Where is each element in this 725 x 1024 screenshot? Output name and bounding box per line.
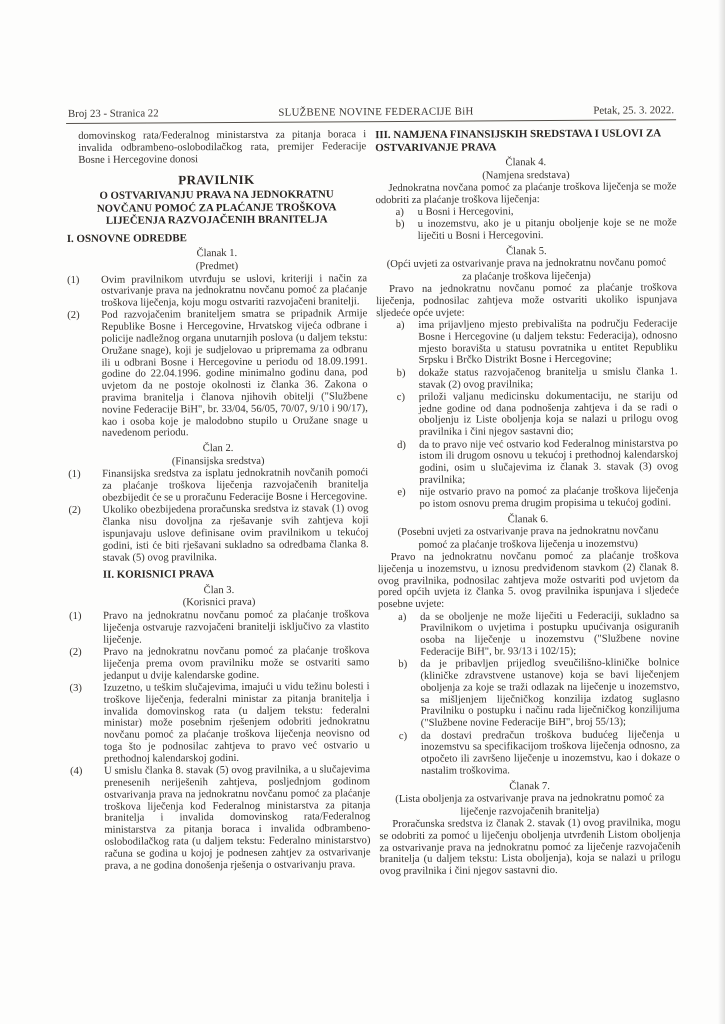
item-text: Pod razvojačenim braniteljem smatra se pripadnik Armije Republike Bosne i Hercegovine, Hrvatskog vijeća odbrane i policije nadležnog organa unutarnjih poslova (u daljem tekstu: Oružane snage), koji je sudjelovao u pripremama za odbranu ili u odbrani Bosne i Hercegovine u periodu od 18.09.1991. godine do 22.04.1996. godine minimalno godinu dana, pod uvjetom da ne postoje okolnosti iz članka 36. Zakona o pravima branitelja i članova njihovih obitelji ("Službene novine Federacije BiH", br. 33/04, 56/05, 70/07, 9/10 i 90/17), kao i osoba koje je malodobno stupilo u Oružane snage u navedenom periodu.	[101, 308, 368, 440]
item-text: da to pravo nije već ostvario kod Federalnog ministarstva po istom ili drugom osnovu u tekućoj i prethodnoj kalendarskoj godini, osim u slučajevima iz članak 3. stavak (3) ovog pravilnika;	[419, 437, 679, 486]
article3-caption: (Korisnici prava)	[182, 597, 256, 609]
item-text: dokaže status razvojačenog branitelja u smislu članka 1. stavak (2) ovog pravilnika;	[418, 366, 678, 391]
item-text: da se oboljenje ne može liječiti u Federaciji, sukladno sa Pravilnikom o uvjetima i postupku upućivanja osiguranih osoba na liječenje u inozemstvu ("Službene novine Federacije BiH", br. 93/13 i 102/15);	[420, 609, 680, 658]
numbered-item	[67, 309, 368, 441]
item-text: Ukoliko obezbijedena proračunska sredstva iz stavak (1) ovog članka nisu dovoljna za rješavanje svih zahtjeva koji ispunjavaju uslove definisane ovim pravilnikom u tekućoj godini, isti će biti rješavani sukladno sa odredbama članka 8. stavak (5) ovog pravilnika.	[102, 503, 369, 564]
numbered-item	[68, 468, 368, 505]
article7-body: Proračunska sredstva iz članak 2. stavak (1) ovog pravilnika, mogu se odobriti za pomoć u liječenju oboljenja utvrđenih Listom oboljenja za ostvarivanje prava na jednokratnu pomoć za liječenje razvojačenih branitelja (u daljem tekstu: Lista oboljenja), koja se nalazi u prilogu ovog pravilnika i čini njegov sastavni dio.	[379, 817, 681, 878]
article6-intro: Pravo na jednokratnu novčanu pomoć za plaćanje troškova liječenja u inozemstvu, u iznosu predviđenom stavkom (2) članak 8. ovog pravilnika, podnosilac zahtjeva može ostvariti pod uvjetom da pored općih uvjeta iz članka 5. ovog pravilnika ispunjava i sljedeće posebne uvjete:	[377, 550, 679, 611]
item-marker: c)	[396, 391, 406, 403]
item-text: Izuzetno, u teškim slučajevima, imajući u vidu težinu bolesti i troškove liječenja, federalni ministar za pitanja branitelja i invalida domovinskog rata (u daljem tekstu: federalni ministar) može posebnim rješenjem odobriti jednokratnu novčanu pomoć za plaćanje troškova liječenja neovisno od toga što je podnosilac zahtjeva to pravo već ostvario u prethodnoj kalendarskoj godini.	[103, 681, 370, 765]
item-marker: (1)	[69, 611, 82, 623]
lettered-item	[377, 390, 678, 439]
item-marker: d)	[397, 439, 406, 451]
item-text: Pravo na jednokratnu novčanu pomoć za plaćanje troškova liječenja prema ovom pravilniku može se ostvariti samo jedanput u dvije kalendarske godine.	[103, 645, 370, 682]
right-column	[375, 127, 681, 878]
article4-intro: Jednokratna novčana pomoć za plaćanje troškova liječenja se može odobriti za plaćanje troškova liječenja:	[375, 181, 677, 206]
lettered-item	[378, 610, 679, 659]
item-marker: (2)	[69, 647, 82, 659]
left-column	[66, 129, 371, 880]
item-marker: c)	[398, 730, 408, 742]
section-heading-1: I. OSNOVNE ODREDBE	[66, 231, 187, 245]
item-marker: a)	[398, 611, 407, 623]
article6-caption: (Posebni uvjeti za ostvarivanje prava na jednokratnu novčanu pomoć za plaćanje troškova liječenja u inozemstvu)	[397, 525, 659, 551]
continuation-paragraph: domovinskog rata/Federalnog ministarstva za pitanja boraca i invalida odbrambeno-oslobodilačkog rata, premijer Federacije Bosne i Hercegovine donosi	[78, 129, 367, 166]
section-heading-2: II. KORISNICI PRAVA	[102, 568, 215, 582]
item-marker: a)	[396, 320, 405, 332]
numbered-item	[68, 504, 368, 565]
regulation-subtitle: O OSTVARIVANJU PRAVA NA JEDNOKRATNU NOVČANU POMOĆ ZA PLAĆANJE TROŠKOVA LIJEČENJA RAZVOJAČENIH BRANITELJA	[96, 188, 337, 227]
article7-label: Članak 7.	[509, 780, 550, 793]
item-text: u inozemstvu, ako je u pitanju oboljenje koje se ne može liječiti u Bosni i Hercegovini.	[417, 217, 677, 243]
article1-caption: (Predmet)	[195, 260, 239, 272]
item-marker: (2)	[68, 505, 81, 517]
lettered-item	[377, 438, 678, 487]
lettered-item	[378, 657, 679, 730]
item-text: Finansijska sredstva za isplatu jednokratnih novčanih pomoći za plaćanje troškova liječenja razvojačenih branitelja obezbijedit će se u proračunu Federacije Bosne i Hercegovine.	[102, 467, 369, 504]
item-marker: a)	[395, 207, 404, 219]
item-text: U smislu članka 8. stavak (5) ovog pravilnika, a u slučajevima prenesenih neriješenih zahtjeva, posljednjom godinom ostvarivanja prava na jednokratnu novčanu pomoć za plaćanje troškova liječenja kod Federalnog ministarstva za pitanja branitelja i invalida domovinskog rata/Federalnog ministarstva za pitanja boraca i invalida odbrambeno-oslobodilačkog rata (u daljem tekstu: Federalno ministarstvo) računa se godina u kojoj je podnesen zahtjev za ostvarivanje prava, a ne godina donošenja rješenja o ostvarivanju prava.	[104, 764, 371, 872]
article5-intro: Pravo na jednokratnu novčanu pomoć za plaćanje troškova liječenja, podnosilac zahtjeva može ostvariti ukoliko ispunjava sljedeće opće uvjete:	[376, 282, 678, 319]
regulation-title: PRAVILNIK	[178, 172, 255, 188]
lettered-item	[376, 318, 677, 367]
numbered-item	[70, 764, 371, 872]
scanned-sheet	[66, 104, 681, 880]
masthead-issue-page: Broj 23 - Stranica 22	[67, 107, 159, 120]
article6-label: Članak 6.	[507, 513, 549, 526]
numbered-item	[67, 273, 367, 310]
item-marker: (3)	[69, 682, 82, 695]
item-marker: e)	[397, 487, 406, 499]
item-marker: (2)	[67, 310, 80, 322]
article4-label: Članak 4.	[505, 157, 547, 169]
item-text: nije ostvario pravo na pomoć za plaćanje troškova liječenja po istom osnovu prema drugim propisima u tekućoj godini.	[419, 485, 679, 510]
scan-edge-shadow	[718, 0, 725, 1024]
article4-caption: (Namjena sredstava)	[482, 169, 570, 182]
item-text: u Bosni i Hercegovini,	[417, 206, 514, 218]
masthead	[66, 104, 676, 121]
article1-label: Članak 1.	[196, 248, 238, 260]
article5-label: Članak 5.	[506, 246, 547, 258]
article2-label: Član 2.	[202, 443, 234, 455]
item-marker: b)	[398, 659, 408, 671]
numbered-item	[70, 681, 370, 765]
content-columns	[66, 127, 681, 880]
item-marker: b)	[396, 367, 406, 379]
article7-caption: (Lista oboljenja za ostvarivanje prava na jednokratnu pomoć za liječenje razvojačenih branitelja)	[395, 792, 665, 818]
article2-caption: (Finansijska sredstva)	[171, 455, 265, 467]
item-marker: (4)	[70, 766, 83, 778]
section-heading-3: III. NAMJENA FINANSIJSKIH SREDSTAVA I USLOVI ZA OSTVARIVANJE PRAVA	[375, 127, 661, 154]
numbered-item	[69, 609, 369, 646]
item-marker: (1)	[67, 274, 80, 286]
item-text: da je pribavljen prijedlog sveučilišno-kliničke bolnice (kliničke zdravstvene ustanove) koja se bavi liječenjem oboljenja za koje se traži odlazak na liječenje u inozemstvo, sa mišljenjem liječničkog konzilija izdatog suglasno Pravilniku o postupku i načinu rada liječničkog konzilijuma ("Službene novine Federacije BiH", broj 55/13);	[420, 657, 680, 730]
article5-caption: (Opći uvjeti za ostvarivanje prava na jednokratnu novčanu pomoć za plaćanje troškova liječenja)	[386, 257, 667, 283]
numbered-item	[69, 645, 369, 682]
item-text: Ovim pravilnikom utvrđuju se uslovi, kriteriji i način za ostvarivanje prava na jednokratnu novčanu pomoć za plaćanje troškova liječenja, koju mogu ostvariti razvojačeni branitelji.	[101, 272, 368, 309]
lettered-item	[376, 218, 677, 243]
masthead-date: Petak, 25. 3. 2022.	[593, 104, 675, 117]
item-text: priloži valjanu medicinsku dokumentaciju, ne stariju od jedne godine od dana podnošenja zahtjeva i da se radi o oboljenju iz Liste oboljenja koja se nalazi u prilogu ovog pravilnika i čini njegov sastavni dio;	[418, 390, 678, 439]
article3-label: Član 3.	[203, 584, 235, 597]
lettered-item	[379, 729, 680, 778]
item-marker: (1)	[68, 469, 81, 481]
lettered-item	[377, 366, 678, 391]
masthead-gazette-title: SLUŽBENE NOVINE FEDERACIJE BiH	[278, 105, 474, 119]
lettered-item	[377, 486, 678, 511]
item-text: da dostavi predračun troškova budućeg liječenja u inozemstvu sa specifikacijom troškova liječenja odnosno, za otpočeto ili završeno liječenje u inozemstvu, kao i dokaze o nastalim troškovima.	[420, 728, 681, 777]
item-text: ima prijavljeno mjesto prebivališta na području Federacije Bosne i Hercegovine (u daljem tekstu: Federacija), odnosno mjesto boravišta u statusu povratnika u entitet Republiku Srpsku i Brčko Distrikt Bosne i Hercegovine;	[418, 318, 678, 367]
item-text: Pravo na jednokratnu novčanu pomoć za plaćanje troškova liječenja ostvaruje razvojačeni branitelji isključivo za vlastito liječenje.	[103, 609, 370, 646]
item-marker: b)	[395, 219, 405, 231]
